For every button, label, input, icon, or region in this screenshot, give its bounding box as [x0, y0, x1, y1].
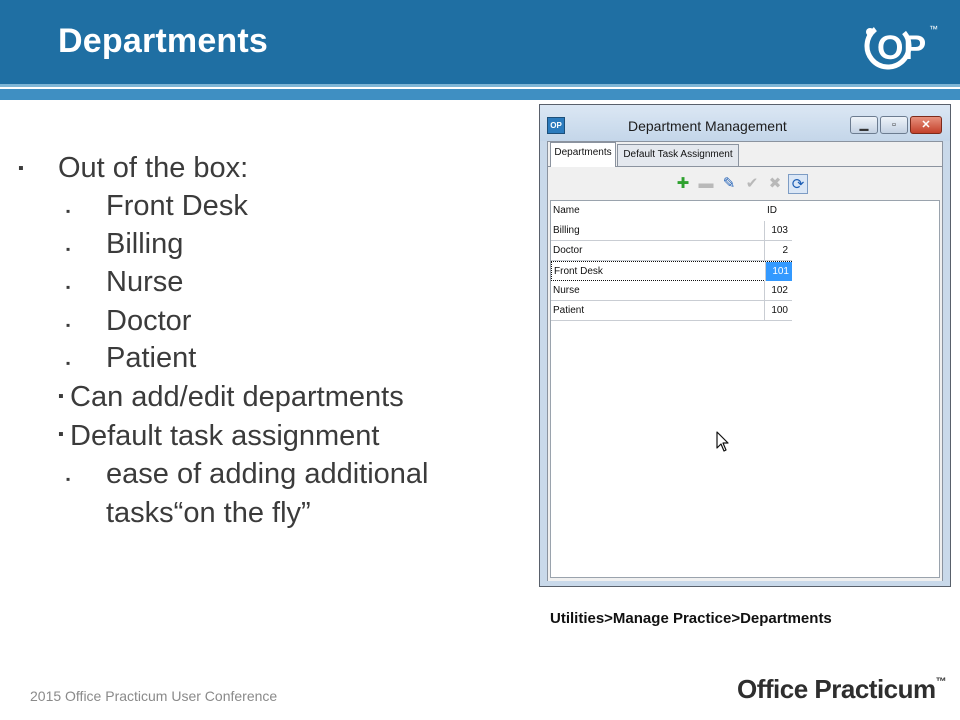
- window-title-bar[interactable]: [540, 105, 950, 141]
- window-title: Department Management: [628, 118, 787, 134]
- cell-name: Nurse: [553, 285, 580, 296]
- table-row-selected[interactable]: [551, 261, 792, 281]
- bullet-item-patient: Patient: [106, 342, 197, 374]
- op-logo-icon: [862, 16, 942, 72]
- bullet-item-nurse: Nurse: [106, 266, 184, 298]
- footer-conference: 2015 Office Practicum User Conference: [30, 688, 278, 704]
- table-row[interactable]: [551, 281, 792, 301]
- column-header-id[interactable]: ID: [767, 205, 777, 216]
- bullet-marker: ▪: [66, 318, 71, 332]
- cell-id: 100: [764, 301, 791, 320]
- remove-icon: ▬: [698, 175, 714, 192]
- op-logo-tm: ™: [929, 24, 938, 34]
- close-button[interactable]: [910, 116, 942, 134]
- refresh-icon: ⟳: [791, 176, 805, 193]
- cell-name: Front Desk: [554, 266, 603, 277]
- departments-panel: [548, 166, 942, 581]
- bullet-marker: ▪: [18, 160, 24, 177]
- add-button[interactable]: [673, 174, 693, 194]
- remove-button[interactable]: [696, 174, 716, 194]
- bullet-marker: ▪: [66, 472, 71, 486]
- confirm-button[interactable]: [742, 174, 762, 194]
- bullet-out-of-box: Out of the box:: [58, 152, 249, 184]
- menu-path-caption: Utilities>Manage Practice>Departments: [550, 610, 832, 627]
- confirm-icon: ✔: [745, 175, 759, 192]
- departments-grid[interactable]: [550, 200, 940, 578]
- bullet-ease-line1: ease of adding additional: [106, 458, 429, 490]
- bullet-marker: ▪: [66, 242, 71, 256]
- add-icon: ✚: [676, 175, 690, 192]
- bullet-item-doctor: Doctor: [106, 305, 192, 337]
- brand-tm: ™: [935, 676, 947, 688]
- window-body: [547, 141, 943, 581]
- bullet-marker: ▪: [66, 204, 71, 218]
- cell-id: 2: [764, 241, 791, 260]
- edit-button[interactable]: [719, 174, 739, 194]
- table-row[interactable]: [551, 241, 792, 261]
- mouse-pointer-icon: [716, 431, 730, 453]
- header-stripe: [0, 84, 960, 100]
- refresh-button[interactable]: [788, 174, 808, 194]
- tab-default-task-assignment[interactable]: Default Task Assignment: [617, 144, 739, 166]
- minimize-icon: ▁: [859, 119, 869, 131]
- toolbar: [673, 172, 817, 197]
- brand-name: Office Practicum: [737, 674, 936, 704]
- bullet-ease-line2: tasks“on the fly”: [106, 497, 311, 529]
- cell-id: 101: [765, 262, 792, 281]
- maximize-icon: ▫: [892, 119, 896, 131]
- tab-departments[interactable]: Departments: [550, 142, 616, 167]
- department-management-window: [539, 104, 951, 587]
- table-row[interactable]: [551, 221, 792, 241]
- cancel-icon: ✖: [768, 175, 782, 192]
- bullet-item-billing: Billing: [106, 228, 184, 260]
- edit-icon: ✎: [722, 175, 736, 192]
- bullet-marker: ▪: [58, 388, 64, 405]
- bullet-marker: ▪: [66, 280, 71, 294]
- bullet-marker: ▪: [58, 426, 64, 443]
- bullet-can-add-edit: Can add/edit departments: [70, 381, 404, 413]
- cell-id: 102: [764, 281, 791, 300]
- column-header-name[interactable]: Name: [553, 205, 580, 216]
- cancel-button[interactable]: [765, 174, 785, 194]
- minimize-button[interactable]: [850, 116, 878, 134]
- maximize-button[interactable]: [880, 116, 908, 134]
- cell-name: Billing: [553, 225, 580, 236]
- op-logo-text: OP: [877, 29, 927, 67]
- cell-name: Patient: [553, 305, 585, 316]
- slide-title: Departments: [58, 22, 269, 60]
- app-icon: OP: [547, 117, 565, 134]
- bullet-marker: ▪: [66, 356, 71, 370]
- bullet-item-front-desk: Front Desk: [106, 190, 248, 222]
- table-row[interactable]: [551, 301, 792, 321]
- cell-id: 103: [764, 221, 791, 240]
- footer-brand-logo: [737, 674, 946, 705]
- close-icon: ✕: [921, 119, 931, 131]
- bullet-default-task: Default task assignment: [70, 420, 380, 452]
- cell-name: Doctor: [553, 245, 583, 256]
